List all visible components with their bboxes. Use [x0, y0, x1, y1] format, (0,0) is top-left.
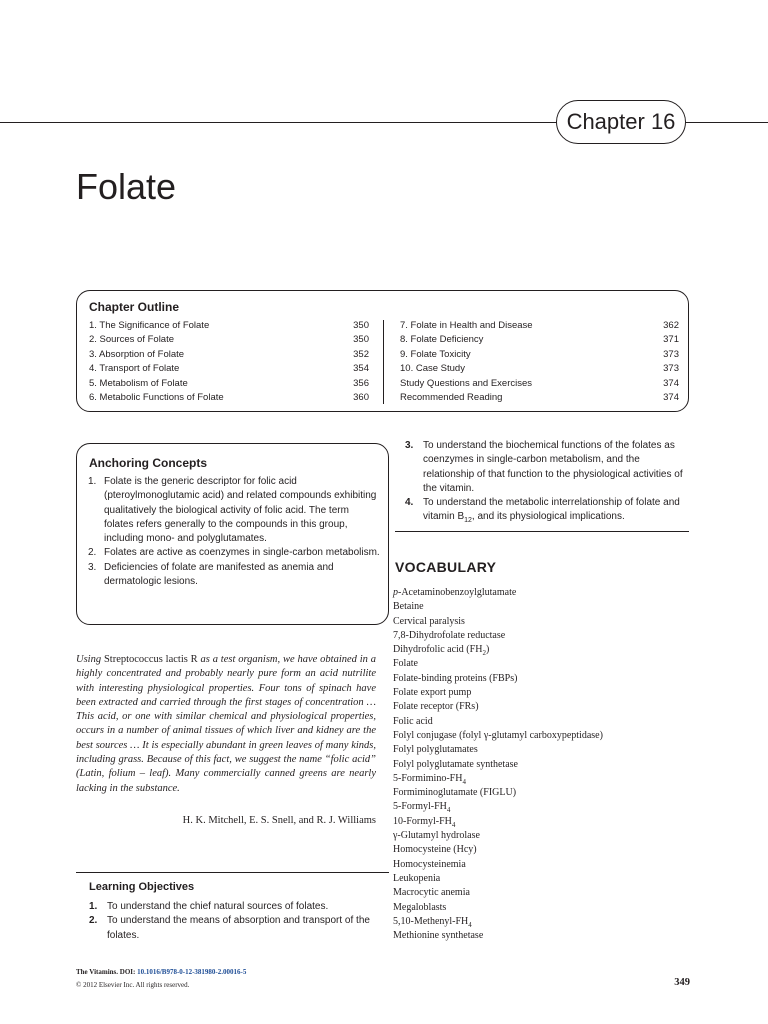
vocabulary-term — [393, 815, 683, 829]
subscript: 4 — [451, 820, 456, 829]
outline-entry-page: 350 — [353, 320, 369, 331]
vocabulary-term — [393, 843, 683, 857]
term-text: Megaloblasts — [393, 901, 447, 913]
outline-entry-label: 8. Folate Deficiency — [400, 334, 484, 346]
footer-copyright: © 2012 Elsevier Inc. All rights reserved. — [76, 981, 190, 989]
anchoring-concepts-list — [88, 475, 380, 589]
term-text: Folyl conjugase (folyl γ-glutamyl carboxypeptidase) — [393, 729, 603, 741]
subscript: 4 — [462, 777, 466, 786]
subscript: 2 — [482, 649, 486, 658]
item-text-part: To understand the metabolic interrelationship of folate and vitamin B — [423, 497, 680, 523]
learning-objectives-list — [89, 900, 379, 943]
item-number: 3. — [88, 561, 97, 573]
outline-entry — [89, 348, 369, 362]
objectives-end-rule — [395, 531, 689, 532]
item-number: 3. — [405, 440, 414, 451]
outline-entry — [400, 319, 679, 333]
outline-entry-label: 4. Transport of Folate — [89, 363, 180, 375]
term-text: 5,10-Methenyl-FH — [393, 915, 469, 927]
outline-entry-page: 374 — [663, 392, 679, 403]
term-text: 7,8-Dihydrofolate reductase — [393, 629, 506, 641]
outline-entry-page: 350 — [353, 334, 369, 346]
term-text: Folate export pump — [393, 687, 472, 699]
learning-objectives-list-continued — [405, 439, 690, 529]
vocabulary-term — [393, 629, 683, 643]
outline-entry — [400, 377, 679, 391]
term-text: Leukopenia — [393, 872, 441, 884]
list-item — [89, 914, 379, 943]
quote-organism: Streptococcus lactis R — [103, 654, 198, 665]
list-item — [89, 900, 379, 914]
term-text: Folate-binding proteins (FBPs) — [393, 672, 518, 684]
term-text: Folate — [393, 658, 418, 670]
vocabulary-term — [393, 586, 683, 600]
vocabulary-heading: VOCABULARY — [395, 559, 497, 575]
term-text: Folic acid — [393, 715, 433, 727]
term-text: Folyl polyglutamate synthetase — [393, 758, 518, 770]
outline-entry-page: 373 — [663, 348, 679, 360]
term-text: 5-Formyl-FH — [393, 801, 447, 813]
outline-entry-page: 362 — [663, 320, 679, 331]
outline-entry-label: Study Questions and Exercises — [400, 377, 533, 389]
vocabulary-term — [393, 915, 683, 929]
term-text: Folyl polyglutamates — [393, 744, 478, 756]
outline-entry — [400, 362, 679, 376]
term-text: -Acetaminobenzoylglutamate — [398, 587, 517, 598]
quote-text: as a test organism, we have obtained in a highly concentrated and probably nearly pure form an acid nutrilite with interesting physiological properties. Four tons of spinach have been extracted and carried through the first stages of concentration … This acid, or one with similar chemical and physiological properties, occurs in a number of animal tissues of which liver and kidney are the best sources … It is especially abundant in green leaves of many kinds, including grass. Because of this fact, we suggest the name “folic acid” (Latin, folium – leaf). Many commercially canned greens are nearly lacking in the substance. — [76, 654, 376, 794]
vocabulary-term — [393, 657, 683, 671]
vocabulary-list — [393, 586, 683, 943]
term-text: Homocysteine (Hcy) — [393, 844, 477, 856]
list-item — [88, 546, 380, 560]
list-item — [405, 496, 690, 529]
list-item — [405, 439, 690, 496]
outline-entry-page: 374 — [663, 377, 679, 389]
term-text: Betaine — [393, 601, 424, 613]
anchoring-concepts-heading: Anchoring Concepts — [89, 456, 208, 470]
page-title: Folate — [76, 166, 177, 207]
outline-entry-label: 9. Folate Toxicity — [400, 348, 471, 360]
item-text: To understand the biochemical functions of the folates as coenzymes in single-carbon metabolism, and the relationship of that function to the physiological activities of the vitamin. — [423, 440, 683, 494]
outline-entry-label: 2. Sources of Folate — [89, 334, 175, 346]
term-text: 5-Formimino-FH — [393, 772, 463, 784]
vocabulary-term — [393, 829, 683, 843]
item-text-part: , and its physiological implications. — [471, 511, 625, 523]
item-number: 4. — [405, 497, 414, 509]
term-text: 10-Formyl-FH — [393, 815, 452, 827]
item-text: Deficiencies of folate are manifested as anemia and dermatologic lesions. — [104, 561, 334, 588]
term-text: Formiminoglutamate (FIGLU) — [393, 787, 517, 799]
term-text: Folate receptor (FRs) — [393, 701, 479, 713]
page-number: 349 — [674, 977, 690, 988]
vocabulary-term — [393, 715, 683, 729]
item-text — [423, 496, 690, 529]
vocabulary-term — [393, 772, 683, 786]
vocabulary-term — [393, 686, 683, 700]
vocabulary-term — [393, 700, 683, 714]
vocabulary-term — [393, 929, 683, 943]
outline-entry — [89, 362, 369, 376]
outline-entry-label: 6. Metabolic Functions of Folate — [89, 392, 224, 403]
vocabulary-term — [393, 872, 683, 886]
term-text: γ-Glutamyl hydrolase — [393, 830, 480, 842]
vocabulary-term — [393, 643, 683, 657]
outline-entry-page: 356 — [353, 377, 369, 389]
outline-entry — [89, 333, 369, 347]
chapter-outline-divider — [383, 320, 384, 404]
list-item — [88, 475, 380, 546]
term-prefix: p — [393, 587, 398, 598]
learning-objectives-heading: Learning Objectives — [89, 881, 195, 893]
outline-entry-page: 360 — [353, 392, 369, 403]
term-text-suffix: ) — [485, 644, 490, 656]
vocabulary-term — [393, 886, 683, 900]
term-text: Methionine synthetase — [393, 930, 484, 942]
item-text: To understand the chief natural sources of folates. — [107, 901, 329, 912]
journal-name: The Vitamins. — [76, 968, 119, 976]
subscript: 12 — [464, 517, 472, 525]
doi-link[interactable]: 10.1016/B978-0-12-381980-2.00016-5 — [137, 968, 247, 976]
quote-attribution: H. K. Mitchell, E. S. Snell, and R. J. Williams — [182, 815, 376, 826]
outline-entry-page: 371 — [663, 334, 679, 346]
outline-entry — [89, 391, 369, 405]
quote-lead: Using — [76, 654, 102, 665]
outline-entry-label: 1. The Significance of Folate — [89, 320, 210, 331]
outline-entry-label: Recommended Reading — [400, 392, 503, 403]
item-number: 1. — [89, 901, 98, 912]
outline-entry-label: 10. Case Study — [400, 363, 465, 375]
term-text: Cervical paralysis — [393, 615, 465, 627]
vocabulary-term — [393, 800, 683, 814]
vocabulary-term — [393, 600, 683, 614]
vocabulary-term — [393, 615, 683, 629]
subscript: 4 — [446, 806, 451, 815]
list-item — [88, 561, 380, 590]
outline-entry — [400, 333, 679, 347]
vocabulary-term — [393, 729, 683, 743]
footer-citation — [76, 968, 246, 976]
vocabulary-term — [393, 672, 683, 686]
outline-entry — [400, 348, 679, 362]
outline-entry — [400, 391, 679, 405]
term-text: Macrocytic anemia — [393, 887, 470, 899]
outline-entry-page: 373 — [663, 363, 679, 375]
outline-entry-label: 3. Absorption of Folate — [89, 348, 185, 360]
item-number: 2. — [88, 547, 97, 559]
outline-entry — [89, 319, 369, 333]
chapter-outline-heading: Chapter Outline — [89, 300, 180, 314]
epigraph-quote — [76, 653, 376, 796]
subscript: 4 — [468, 920, 472, 929]
learning-objectives-rule — [76, 872, 389, 873]
vocabulary-term — [393, 743, 683, 757]
vocabulary-term — [393, 786, 683, 800]
item-number: 1. — [88, 476, 97, 487]
doi-label: DOI: — [119, 968, 136, 976]
vocabulary-term — [393, 901, 683, 915]
term-text: Dihydrofolic acid (FH — [393, 644, 483, 656]
item-text: Folate is the generic descriptor for folic acid (pteroylmonoglutamic acid) and related compounds exhibiting qualitatively the biological activity of folic acid. The term folates refers generally to the compounds in this group, including mono- and polyglutamates. — [104, 476, 377, 545]
outline-entry-label: 7. Folate in Health and Disease — [400, 320, 533, 331]
vocabulary-term — [393, 858, 683, 872]
item-number: 2. — [89, 915, 98, 927]
outline-entry — [89, 377, 369, 391]
vocabulary-term — [393, 758, 683, 772]
chapter-label-text: Chapter 16 — [566, 109, 676, 134]
item-text: To understand the means of absorption and transport of the folates. — [107, 915, 370, 941]
term-text: Homocysteinemia — [393, 858, 466, 870]
outline-entry-page: 352 — [353, 348, 369, 360]
item-text: Folates are active as coenzymes in single-carbon metabolism. — [104, 547, 380, 559]
outline-entry-label: 5. Metabolism of Folate — [89, 377, 188, 389]
chapter-label — [556, 100, 686, 144]
outline-entry-page: 354 — [353, 363, 369, 375]
